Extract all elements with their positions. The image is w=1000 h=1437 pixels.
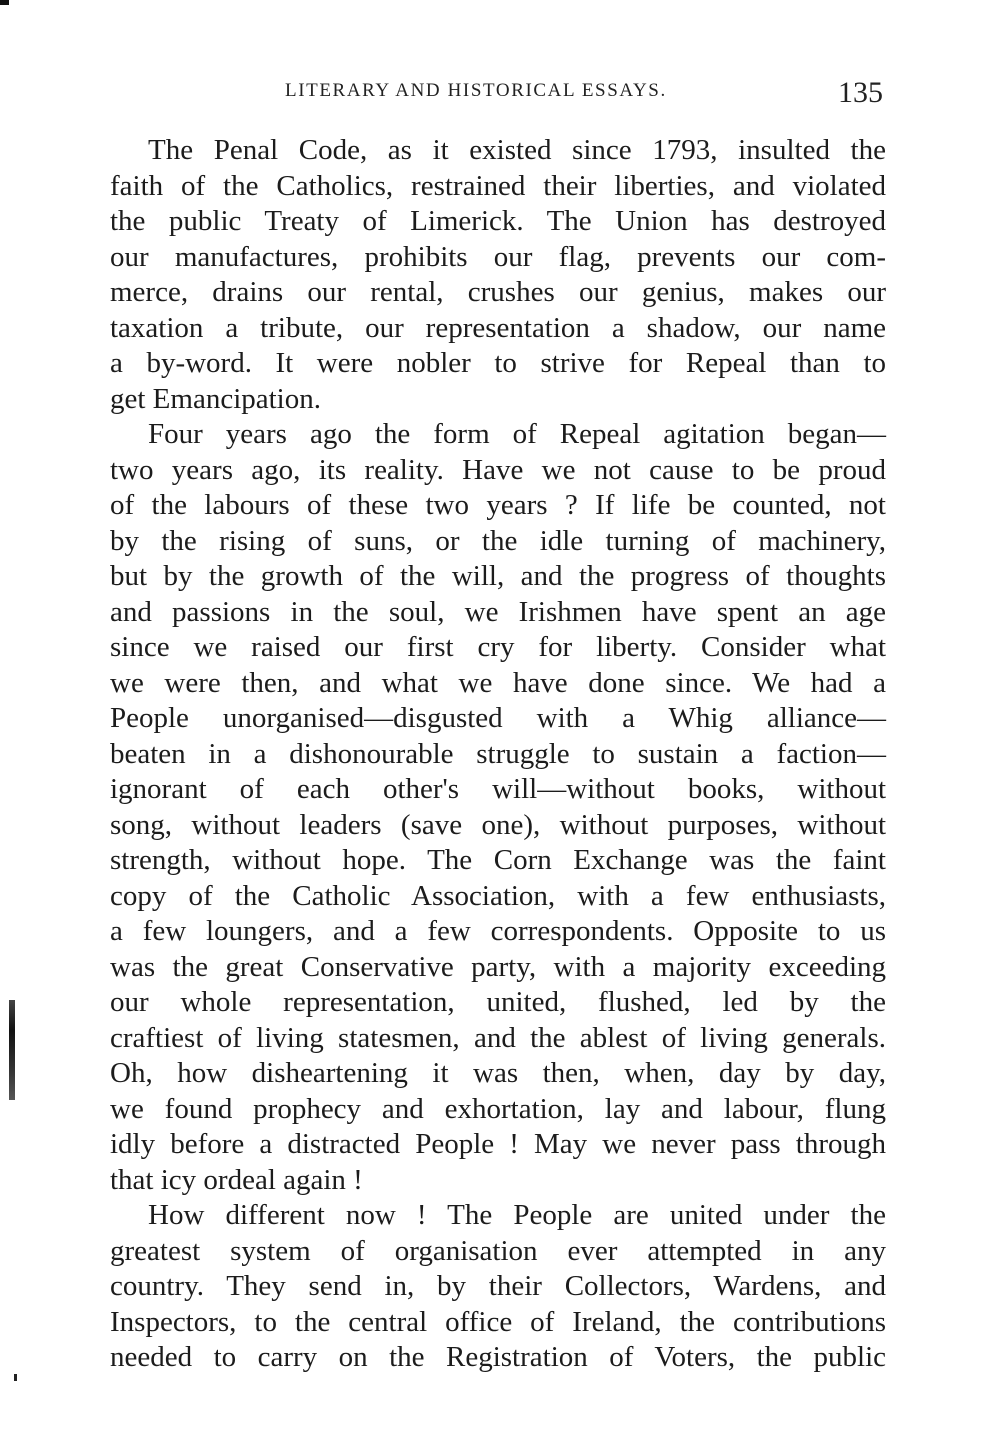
text-line: strength, without hope. The Corn Exchange was the faint bbox=[110, 844, 886, 876]
text-line: our whole representation, united, flushed, led by the bbox=[110, 986, 886, 1018]
scan-edge-mark bbox=[0, 0, 9, 5]
text-line: get Emancipation. bbox=[110, 382, 321, 415]
text-line: Oh, how disheartening it was then, when, day by day, bbox=[110, 1057, 886, 1089]
text-line: ignorant of each other's will—without books, without bbox=[110, 773, 886, 805]
text-line: of the labours of these two years ? If life be counted, not bbox=[110, 489, 886, 521]
text-line: the public Treaty of Limerick. The Union has destroyed bbox=[110, 205, 886, 237]
text-line: but by the growth of the will, and the progress of thoughts bbox=[110, 560, 886, 592]
text-line: two years ago, its reality. Have we not cause to be proud bbox=[110, 453, 886, 486]
text-line: Inspectors, to the central office of Ireland, the contributions bbox=[110, 1305, 886, 1338]
text-line: since we raised our first cry for liberty. Consider what bbox=[110, 631, 886, 663]
text-line: Four years ago the form of Repeal agitation began— bbox=[148, 418, 886, 450]
text-line: taxation a tribute, our representation a shadow, our name bbox=[110, 311, 886, 344]
text-line: copy of the Catholic Association, with a few enthusiasts, bbox=[110, 879, 886, 912]
text-line: greatest system of organisation ever attempted in any bbox=[110, 1234, 886, 1267]
text-line: idly before a distracted People ! May we never pass through bbox=[110, 1128, 886, 1160]
text-line: was the great Conservative party, with a majority exceeding bbox=[110, 950, 886, 983]
text-line: and passions in the soul, we Irishmen have spent an age bbox=[110, 595, 886, 628]
text-line: by the rising of suns, or the idle turning of machinery, bbox=[110, 524, 886, 557]
paragraph bbox=[110, 417, 886, 1198]
scan-binding-mark bbox=[9, 1000, 15, 1100]
page-number: 135 bbox=[838, 76, 883, 109]
text-line: our manufactures, prohibits our flag, prevents our com- bbox=[110, 240, 886, 273]
text-line: we were then, and what we have done since. We had a bbox=[110, 666, 886, 699]
text-line: faith of the Catholics, restrained their liberties, and violated bbox=[110, 169, 886, 202]
text-line: that icy ordeal again ! bbox=[110, 1163, 363, 1196]
text-line: we found prophecy and exhortation, lay and labour, flung bbox=[110, 1092, 886, 1125]
paragraph bbox=[110, 133, 886, 417]
running-head-title: LITERARY AND HISTORICAL ESSAYS. bbox=[285, 80, 667, 101]
text-line: merce, drains our rental, crushes our genius, makes our bbox=[110, 276, 886, 308]
text-line: beaten in a dishonourable struggle to sustain a faction— bbox=[110, 737, 886, 770]
scan-speck-mark bbox=[14, 1374, 17, 1381]
text-line: song, without leaders (save one), without purposes, without bbox=[110, 808, 886, 841]
body-text bbox=[110, 133, 886, 1376]
text-line: country. They send in, by their Collectors, Wardens, and bbox=[110, 1270, 886, 1302]
text-line: a by-word. It were nobler to strive for Repeal than to bbox=[110, 347, 886, 379]
text-line: a few loungers, and a few correspondents. Opposite to us bbox=[110, 915, 886, 947]
text-line: craftiest of living statesmen, and the ablest of living generals. bbox=[110, 1021, 886, 1054]
paragraph bbox=[110, 1198, 886, 1376]
text-line: The Penal Code, as it existed since 1793, insulted the bbox=[148, 134, 886, 166]
text-line: How different now ! The People are united under the bbox=[148, 1199, 886, 1231]
text-line: needed to carry on the Registration of Voters, the public bbox=[110, 1341, 886, 1373]
text-line: People unorganised—disgusted with a Whig alliance— bbox=[110, 702, 886, 734]
